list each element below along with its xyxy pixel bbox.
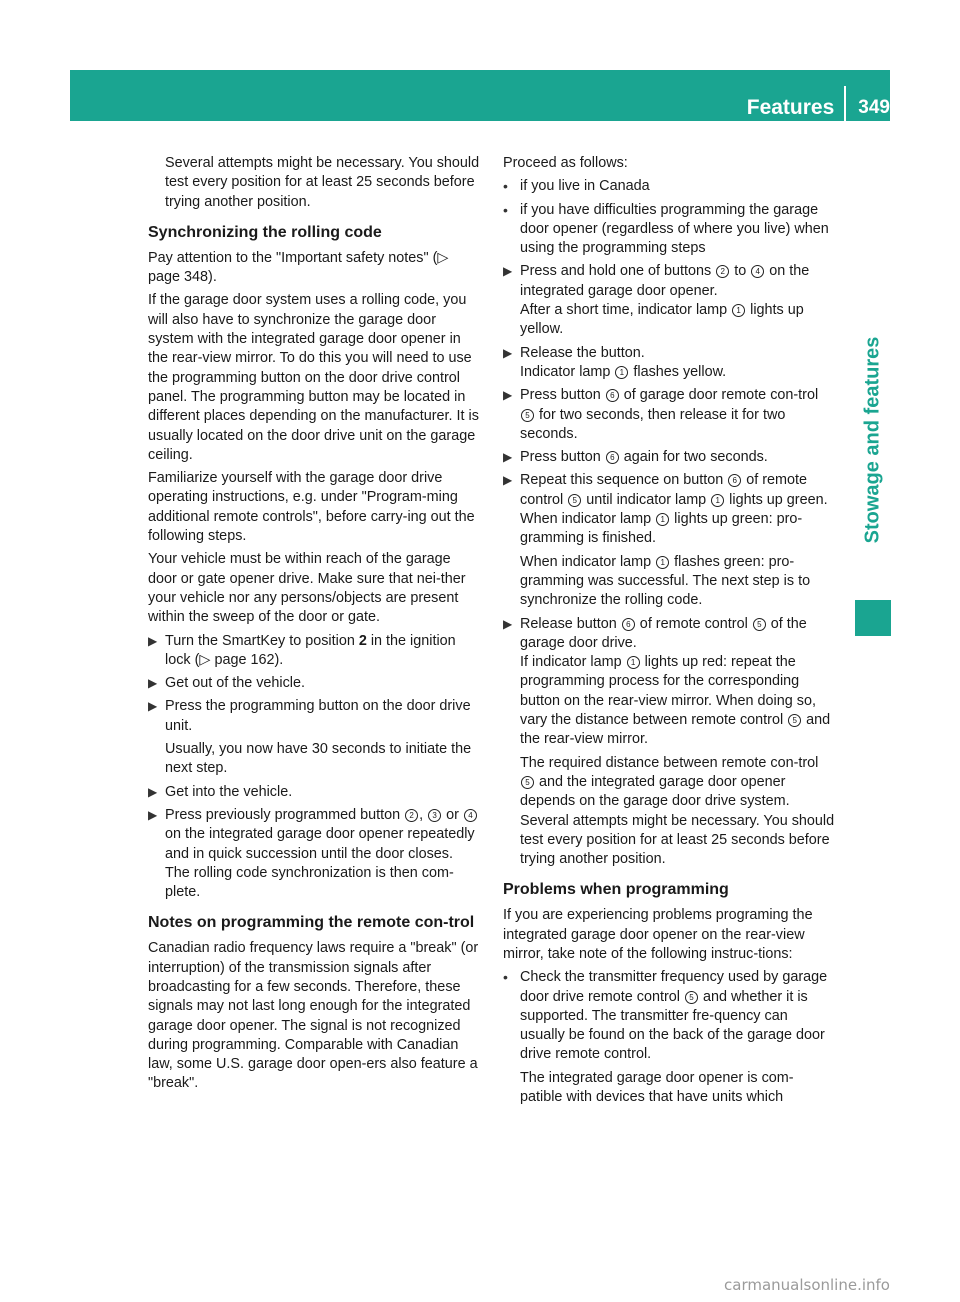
step-item: ▶ Press previously programmed button 2 , 3 or 4 on the integrated garage door opener repeatedly and in quick succession until the door closes. The rolling code synchronization is then com-plete. (148, 806, 480, 902)
paragraph: Several attempts might be necessary. You should test every position for at least 25 seconds before trying another position. (165, 155, 480, 210)
step-note: When indicator lamp 1 flashes green: pro-gramming was successful. The next step is to synchronize the rolling code. (520, 553, 811, 609)
step-item: ▶ Repeat this sequence on button 6 of remote control 5 until indicator lamp 1 lights up green. When indicator lamp 1 lights up green: pro-gramming is finished. When indicator lamp 1 flashes green: pro-gramming was successful. The next step is to synchronize the rolling code. (503, 471, 835, 610)
circled-number: 6 (622, 618, 635, 631)
bullet-item: • if you live in Canada (503, 177, 835, 196)
circled-number: 4 (751, 265, 764, 278)
arrow-icon: ▶ (503, 450, 513, 465)
circled-number: 5 (753, 618, 766, 631)
section-heading: Problems when programming (503, 881, 729, 899)
right-column (503, 154, 835, 1111)
circled-number: 1 (732, 304, 745, 317)
step-note: The rolling code synchronization is then com-plete. (165, 864, 454, 901)
circled-number: 6 (728, 474, 741, 487)
step-item: ▶ Release button 6 of remote control 5 of the garage door drive. If indicator lamp 1 lights up red: repeat the programming process for the corresponding button on the rear-view mirror. When doing so, vary the distance between remote control 5 and the rear-view mirror. The required distance between remote con-trol 5 and the integrated garage door opener depends on the garage door drive system. Several attempts might be necessary. You should test every position for at least 25 seconds before trying another position. (503, 615, 835, 870)
paragraph: Your vehicle must be within reach of the garage door or gate opener drive. Make sure that nei-ther your vehicle nor any persons/objects are present within the sweep of the door or gate. (148, 551, 466, 626)
header-title: Features (746, 96, 835, 119)
arrow-icon: ▶ (148, 807, 158, 822)
circled-number: 1 (656, 513, 669, 526)
paragraph: Proceed as follows: (503, 155, 628, 171)
bullet-icon: • (503, 201, 508, 218)
step-item: ▶ Press and hold one of buttons 2 to 4 on the integrated garage door opener. After a short time, indicator lamp 1 lights up yellow. (503, 263, 810, 338)
side-tab-marker (855, 600, 891, 636)
arrow-icon: ▶ (503, 616, 513, 631)
arrow-icon: ▶ (148, 784, 158, 799)
arrow-icon: ▶ (148, 699, 158, 714)
circled-number: 5 (521, 776, 534, 789)
circled-number: 1 (711, 494, 724, 507)
circled-number: 1 (615, 366, 628, 379)
bullet-note: The integrated garage door opener is com-patible with devices that have units which (520, 1069, 794, 1106)
paragraph: Familiarize yourself with the garage door drive operating instructions, e.g. under "Program-ming additional remote controls", before carry-ing out the following steps. (148, 470, 475, 545)
bullet-item: • if you have difficulties programming the garage door opener (regardless of where you live) when using the programming steps (503, 201, 829, 257)
bullet-item: • Check the transmitter frequency used by garage door drive remote control 5 and whether it is supported. The transmitter fre-quency can usually be found on the back of the garage door drive remote control. The integrated garage door opener is com-patible with devices that have units which (503, 968, 835, 1107)
step-item: ▶ Press the programming button on the door drive unit. (148, 698, 471, 734)
step-item: ▶ Get into the vehicle. (148, 783, 480, 802)
circled-number: 5 (521, 409, 534, 422)
section-heading: Notes on programming the remote con-trol (148, 914, 475, 932)
paragraph: If you are experiencing problems programing the integrated garage door opener on the rear-view mirror, take note of the following instruc-tions: (503, 907, 813, 962)
side-tab (855, 300, 891, 580)
step-item: ▶ Turn the SmartKey to position 2 in the ignition lock (▷ page 162). (148, 632, 456, 668)
paragraph: Canadian radio frequency laws require a "break" (or interruption) of the transmission signals after broadcasting for a few seconds. Therefore, these signals may not last long enough for the integrated garage door opener. The signal is not recognized during programming. Comparable with Canadian law, some U.S. garage door open-ers also feature a "break". (148, 940, 479, 1092)
left-column (148, 154, 480, 1098)
step-note: The required distance between remote con-trol 5 and the integrated garage door opener depends on the garage door drive system. Several attempts might be necessary. You should test every position for at least 25 seconds before trying another position. (520, 754, 835, 868)
paragraph: Pay attention to the "Important safety notes" (▷ page 348). (148, 249, 449, 286)
step-item: ▶ Release the button. Indicator lamp 1 flashes yellow. (503, 344, 727, 380)
circled-number: 1 (627, 656, 640, 669)
paragraph: If the garage door system uses a rolling code, you will also have to synchronize the garage door system with the integrated garage door opener in the rear-view mirror. To do this you will need to use the programming button on the door drive control panel. The programming button may be located in different places depending on the manufacturer. It is usually located on the door drive unit on the garage ceiling. (148, 292, 479, 463)
header (747, 88, 890, 128)
step-item: ▶ Press button 6 of garage door remote con-trol 5 for two seconds, then release it for two seconds. (503, 387, 819, 442)
circled-number: 4 (464, 809, 477, 822)
page-number: 349 (858, 97, 890, 118)
arrow-icon: ▶ (503, 264, 513, 279)
section-heading: Synchronizing the rolling code (148, 223, 382, 241)
circled-number: 3 (428, 809, 441, 822)
header-separator (844, 86, 846, 126)
bullet-icon: • (503, 969, 508, 986)
arrow-icon: ▶ (148, 676, 158, 691)
step-item: ▶ Get out of the vehicle. (148, 674, 480, 693)
watermark: carmanualsonline.info (724, 1276, 890, 1294)
circled-number: 1 (656, 556, 669, 569)
circled-number: 5 (568, 494, 581, 507)
circled-number: 2 (405, 809, 418, 822)
circled-number: 6 (606, 451, 619, 464)
side-tab-label: Stowage and features (861, 336, 884, 544)
arrow-icon: ▶ (148, 633, 158, 648)
arrow-icon: ▶ (503, 473, 513, 488)
step-note: Usually, you now have 30 seconds to initiate the next step. (165, 741, 472, 777)
bullet-icon: • (503, 178, 508, 195)
arrow-icon: ▶ (503, 388, 513, 403)
circled-number: 5 (788, 714, 801, 727)
arrow-icon: ▶ (503, 345, 513, 360)
circled-number: 6 (606, 389, 619, 402)
circled-number: 5 (685, 991, 698, 1004)
circled-number: 2 (716, 265, 729, 278)
step-item: ▶ Press button 6 again for two seconds. (503, 448, 835, 467)
